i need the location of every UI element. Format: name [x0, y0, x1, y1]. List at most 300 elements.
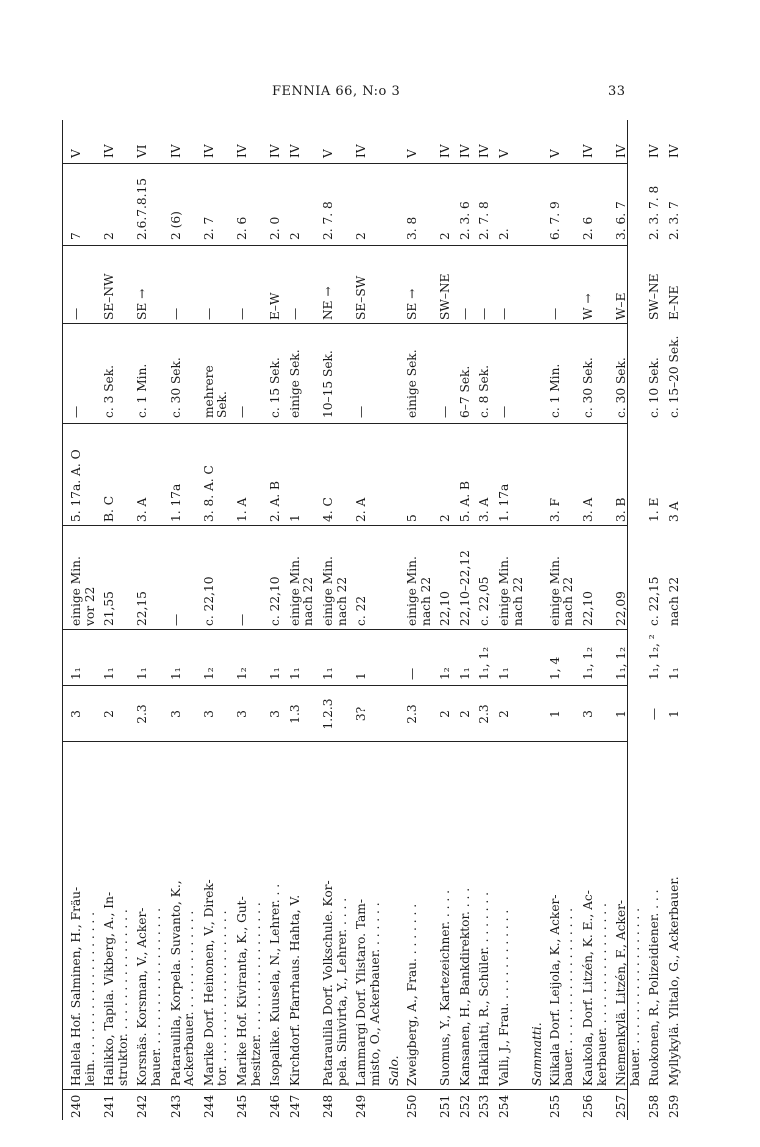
class-value	[269, 168, 283, 240]
location-observer-line: Marike Hof. Kiviranta, K., Gut-	[235, 896, 249, 1086]
direction-value	[478, 250, 492, 320]
type-value	[459, 632, 473, 680]
duration-value-line: c. 15–20 Sek.	[667, 335, 681, 418]
column-rule	[62, 685, 628, 686]
time-value-line: —	[235, 613, 249, 626]
source-value-line: B. C	[102, 495, 117, 522]
magnitude-value: V	[405, 149, 419, 158]
time-value	[668, 530, 682, 626]
direction-value-line: SW–NE	[438, 273, 453, 320]
column-rule	[62, 245, 628, 246]
duration-value-line: c. 15 Sek.	[268, 357, 283, 418]
class-value-line: 2. 7. 8	[477, 201, 492, 240]
time-value	[498, 530, 525, 626]
location-observer-line: misto, O., Ackerbauer. . . . . . .	[367, 902, 382, 1086]
type-value	[668, 632, 682, 680]
row-number: 257	[614, 1094, 629, 1118]
class-value	[668, 168, 682, 240]
location-observer-line: Isopalike. Kuusela, N., Lehrer. . .	[268, 883, 283, 1086]
duration-value	[668, 326, 682, 418]
duration-value	[289, 326, 303, 418]
source-value	[170, 432, 184, 522]
type-value	[70, 632, 84, 680]
duration-value-line: einige Sek.	[287, 349, 302, 418]
class-value-line: 3. 8	[405, 216, 419, 240]
direction-value-line: E–NE	[667, 285, 681, 320]
duration-value-line: c. 3 Sek.	[102, 364, 117, 418]
class-value	[478, 168, 492, 240]
source-value-line: 3. A	[581, 497, 595, 522]
direction-value-line: SE–NW	[102, 273, 117, 320]
observation-table	[62, 120, 681, 1120]
column-rule	[62, 1089, 628, 1090]
type-value-line: 1₁	[287, 667, 302, 680]
time-value-line: nach 22	[418, 576, 433, 626]
source-value	[406, 432, 420, 522]
type-value-line: 1₁	[497, 667, 511, 680]
time-value-line: vor 22	[82, 586, 97, 626]
duration-value	[549, 326, 563, 418]
direction-value	[582, 250, 596, 320]
class-value	[459, 168, 473, 240]
class-value-line: 2	[102, 232, 117, 240]
location-observer-line: Halikko, Tapila. Vikberg, A., In-	[102, 891, 117, 1086]
direction-value	[406, 250, 420, 320]
type-value	[322, 632, 336, 680]
type-value	[269, 632, 283, 680]
time-value-line: 22,09	[614, 591, 629, 626]
class-value-line: 2. 3. 7. 8	[647, 185, 662, 240]
type-value	[406, 632, 420, 680]
location-observer	[648, 746, 662, 1086]
duration-value-line: c. 1 Min.	[547, 363, 562, 418]
time-value-line: einige Min.	[69, 556, 83, 626]
class-value-line: 2. 7	[201, 216, 216, 240]
location-observer-line: Ackerbauer. . . . . . . . . . . . . .	[182, 910, 197, 1086]
duration-value	[70, 326, 84, 418]
class-value-line: 2. 3. 7	[667, 201, 681, 240]
time-value-line: c. 22,15	[647, 576, 662, 626]
location-observer	[236, 746, 263, 1086]
row-number: 244	[201, 1094, 216, 1118]
direction-value	[136, 250, 150, 320]
time-value	[236, 530, 250, 626]
page-header	[0, 84, 760, 104]
row-number: 241	[102, 1094, 117, 1118]
direction-value-line: W →	[581, 293, 595, 320]
intensity-value: 3	[201, 710, 216, 718]
duration-value-line: —	[354, 405, 369, 418]
location-observer	[70, 746, 97, 1086]
magnitude-value: V	[547, 149, 562, 158]
source-value	[203, 432, 217, 522]
source-value-line: 4. C	[321, 497, 335, 522]
duration-value	[615, 326, 629, 418]
intensity-value: 1.2.3	[321, 698, 335, 730]
source-value-line: 5. 17a. A. O	[69, 449, 83, 522]
type-value	[289, 632, 303, 680]
type-value	[236, 632, 250, 680]
time-value	[70, 530, 97, 626]
location-observer-line: Zweigberg, A., Frau. . . . . . . .	[405, 903, 419, 1086]
type-value	[498, 632, 512, 680]
intensity-value: 3	[235, 710, 249, 718]
source-value-line: 5. A. B	[457, 480, 472, 522]
row-number: 245	[235, 1094, 249, 1118]
column-rule	[62, 323, 628, 324]
time-value	[103, 530, 117, 626]
row-number: 246	[268, 1094, 283, 1118]
intensity-value: 1	[667, 710, 681, 718]
column-rule	[62, 629, 628, 630]
direction-value	[498, 250, 512, 320]
direction-value-line: —	[201, 307, 216, 320]
location-observer-line: struktor. . . . . . . . . . . . . . . . .	[115, 909, 130, 1086]
time-value-line: 22,10	[581, 591, 595, 626]
intensity-value: 2.3	[477, 704, 492, 724]
time-value	[355, 530, 369, 626]
direction-value	[103, 250, 117, 320]
region-heading: Sammatti.	[530, 1022, 545, 1086]
location-observer-line: Marike Dorf. Heinonen, V., Direk-	[201, 879, 216, 1086]
magnitude-value: IV	[614, 144, 629, 158]
time-value-line: nach 22	[334, 576, 349, 626]
source-value-line: 3. A	[477, 497, 492, 522]
page-number: 33	[608, 84, 626, 99]
source-value-line: 1	[287, 514, 302, 522]
class-value	[203, 168, 217, 240]
source-value	[498, 432, 512, 522]
source-value-line: 3. B	[614, 497, 629, 522]
class-value	[289, 168, 303, 240]
location-observer	[136, 746, 163, 1086]
type-value	[478, 632, 492, 680]
duration-value	[459, 326, 473, 418]
direction-value	[439, 250, 453, 320]
type-value-line: 1₂	[201, 667, 216, 680]
location-observer-line: Kiikala Dorf. Leijola, K., Acker-	[547, 894, 562, 1086]
duration-value	[439, 326, 453, 418]
direction-value-line: —	[477, 307, 492, 320]
location-observer	[406, 746, 420, 1086]
type-value-line: 1₁	[69, 667, 83, 680]
direction-value-line: SE–SW	[354, 275, 369, 320]
class-value	[136, 168, 150, 240]
intensity-value: 2	[438, 710, 453, 718]
magnitude-value: V	[69, 149, 83, 158]
row-number: 248	[321, 1094, 335, 1118]
location-observer	[459, 746, 473, 1086]
duration-value-line: c. 30 Sek.	[168, 357, 183, 418]
intensity-value: 3	[581, 710, 595, 718]
direction-value	[236, 250, 250, 320]
source-value-line: 5	[405, 514, 419, 522]
source-value	[668, 432, 682, 522]
location-observer-line: Myllykylä. Ylitalo, G., Ackerbauer.	[667, 876, 681, 1086]
type-value	[582, 632, 596, 680]
direction-value-line: E–W	[268, 292, 283, 320]
time-value-line: nach 22	[561, 576, 576, 626]
row-number: 255	[547, 1094, 562, 1118]
location-observer-line: tor. . . . . . . . . . . . . . . . . . . . .	[215, 910, 230, 1086]
type-value	[355, 632, 369, 680]
duration-value	[170, 326, 184, 418]
location-observer-line: Lammargi Dorf. Ylistaro. Tam-	[354, 899, 369, 1086]
direction-value	[549, 250, 563, 320]
source-value	[615, 432, 629, 522]
location-observer	[478, 746, 492, 1086]
magnitude-value: IV	[457, 144, 472, 158]
direction-value	[203, 250, 217, 320]
time-value	[269, 530, 283, 626]
intensity-value: 2.3	[405, 704, 419, 724]
source-value-line: 3. 8. A. C	[201, 465, 216, 522]
time-value-line: 22,10–22,12	[457, 550, 472, 626]
duration-value	[648, 326, 662, 418]
duration-value-line: 10–15 Sek.	[321, 350, 335, 418]
magnitude-value: V	[321, 149, 335, 158]
direction-value	[269, 250, 283, 320]
duration-value	[236, 326, 250, 418]
type-value-line: 1₁	[457, 667, 472, 680]
direction-value-line: —	[168, 307, 183, 320]
time-value-line: 22,10	[438, 591, 453, 626]
intensity-value: 2	[457, 710, 472, 718]
location-observer	[203, 746, 230, 1086]
time-value	[203, 530, 217, 626]
class-value	[615, 168, 629, 240]
source-value	[70, 432, 84, 522]
class-value-line: 2.6.7.8.15	[135, 177, 150, 240]
duration-value-line: mehrere	[201, 365, 216, 418]
time-value-line: nach 22	[301, 576, 316, 626]
source-value-line: 1. A	[235, 497, 249, 522]
location-observer	[549, 746, 576, 1086]
duration-value-line: einige Sek.	[405, 349, 419, 418]
direction-value-line: SW–NE	[647, 273, 662, 320]
direction-value-line: —	[69, 307, 83, 320]
row-number: 253	[477, 1094, 492, 1118]
column-rule	[62, 741, 628, 742]
source-value	[136, 432, 150, 522]
class-value-line: 2. 0	[268, 216, 283, 240]
source-value	[459, 432, 473, 522]
source-value-line: 2. A	[354, 497, 369, 522]
intensity-value: 2	[102, 710, 117, 718]
duration-value-line: c. 8 Sek.	[477, 364, 492, 418]
type-value-line: 1₁, 1₂	[477, 646, 492, 680]
time-value	[322, 530, 349, 626]
intensity-value: 1	[614, 710, 629, 718]
row-number: 259	[667, 1094, 681, 1118]
location-observer	[269, 746, 283, 1086]
time-value	[549, 530, 576, 626]
magnitude-value: IV	[581, 144, 595, 158]
time-value	[136, 530, 150, 626]
source-value-line: 2	[438, 514, 453, 522]
direction-value	[459, 250, 473, 320]
time-value-line: c. 22,05	[477, 576, 492, 626]
direction-value	[615, 250, 629, 320]
duration-value	[269, 326, 283, 418]
type-value-line: 1₁	[135, 667, 150, 680]
type-value-line: 1₁	[102, 667, 117, 680]
time-value	[459, 530, 473, 626]
time-value-line: c. 22	[354, 595, 369, 626]
location-observer-line: Suomus, Y., Kartezeichner. . . . .	[438, 890, 453, 1086]
type-value-line: 1₁	[321, 667, 335, 680]
location-observer	[498, 746, 512, 1086]
intensity-value: —	[647, 707, 662, 721]
type-value-line: 1, 4	[547, 656, 562, 680]
duration-value	[136, 326, 150, 418]
duration-value	[322, 326, 336, 418]
duration-value-line: —	[497, 405, 511, 418]
magnitude-value: VI	[135, 144, 150, 158]
location-observer-line: pela. Sinivirta, Y., Lehrer. . . . .	[334, 897, 349, 1086]
duration-value-line: —	[235, 405, 249, 418]
location-observer	[170, 746, 197, 1086]
duration-value	[203, 326, 230, 418]
source-value	[322, 432, 336, 522]
intensity-value: 2.3	[135, 704, 150, 724]
location-observer-line: Halkilahti, R., Schüler. . . . . . . .	[477, 891, 492, 1086]
class-value	[103, 168, 117, 240]
type-value-line: —	[405, 667, 419, 680]
location-observer-line: Kirchdorf. Pfarrhaus. Hahta, V.	[287, 894, 302, 1086]
location-observer	[322, 746, 349, 1086]
type-value-line: 1	[354, 672, 369, 680]
duration-value-line: c. 10 Sek.	[647, 357, 662, 418]
location-observer-line: lein. . . . . . . . . . . . . . . . . . . .	[82, 912, 97, 1086]
row-number: 249	[354, 1094, 369, 1118]
table-rotated-wrapper	[62, 120, 681, 1120]
direction-value-line: SE →	[135, 288, 150, 320]
column-rule	[62, 423, 628, 424]
class-value-line: 3. 6. 7	[614, 201, 629, 240]
class-value	[170, 168, 184, 240]
magnitude-value: V	[497, 149, 511, 158]
class-value-line: 2.	[497, 228, 511, 240]
direction-value-line: —	[497, 307, 511, 320]
class-value	[355, 168, 369, 240]
type-value	[439, 632, 453, 680]
source-value	[478, 432, 492, 522]
source-value	[549, 432, 563, 522]
duration-value-line: —	[438, 405, 453, 418]
class-value-line: 7	[69, 232, 83, 240]
type-value-line: 1₁, 1₂	[581, 646, 595, 680]
location-observer-line: Kaukola, Dorf. Litzén, K. E., Ac-	[581, 890, 595, 1086]
source-value-line: 1. E	[647, 497, 662, 522]
intensity-value: 3	[168, 710, 183, 718]
class-value-line: 2 (6)	[168, 211, 183, 240]
magnitude-value: IV	[235, 144, 249, 158]
class-value-line: 6. 7. 9	[547, 201, 562, 240]
source-value	[269, 432, 283, 522]
magnitude-value: IV	[477, 144, 492, 158]
table-top-rule	[62, 120, 63, 1120]
location-observer-line: bauer. . . . . . . . . . . . . . . . . . .	[561, 908, 576, 1086]
intensity-value: 1.3	[287, 704, 302, 724]
duration-value	[406, 326, 420, 418]
class-value-line: 2. 6	[235, 216, 249, 240]
type-value-line: 1₁	[168, 667, 183, 680]
region-heading: Salo.	[387, 1055, 402, 1086]
class-value	[70, 168, 84, 240]
type-value	[203, 632, 217, 680]
row-number: 250	[405, 1094, 419, 1118]
class-value	[582, 168, 596, 240]
location-observer-line: Pataraulila Dorf. Volkschule. Kor-	[321, 880, 335, 1086]
magnitude-value: IV	[647, 144, 662, 158]
time-value-line: c. 22,10	[268, 576, 283, 626]
type-value	[136, 632, 150, 680]
magnitude-value: IV	[102, 144, 117, 158]
location-observer	[103, 746, 130, 1086]
row-number: 242	[135, 1094, 150, 1118]
duration-value-line: Sek.	[215, 391, 230, 418]
column-rule	[62, 163, 628, 164]
duration-value	[582, 326, 596, 418]
duration-value	[478, 326, 492, 418]
direction-value	[170, 250, 184, 320]
time-value-line: 21,55	[102, 591, 117, 626]
type-value	[170, 632, 184, 680]
class-value-line: 2. 6	[581, 216, 595, 240]
magnitude-value: IV	[201, 144, 216, 158]
direction-value	[322, 250, 336, 320]
class-value	[439, 168, 453, 240]
direction-value	[70, 250, 84, 320]
source-value-line: 1. 17a	[168, 483, 183, 522]
magnitude-value: IV	[287, 144, 302, 158]
location-observer-line: kerbauer. . . . . . . . . . . . . . . . .	[594, 903, 609, 1086]
location-observer	[668, 746, 682, 1086]
type-value	[615, 632, 629, 680]
location-observer-line: bauer. . . . . . . . . . . . . . . . . . .	[627, 908, 642, 1086]
source-value-line: 1. 17a	[497, 483, 511, 522]
type-value-line: 1₁	[268, 667, 283, 680]
intensity-value: 3	[69, 710, 83, 718]
class-value-line: 2. 7. 8	[321, 201, 335, 240]
row-number: 251	[438, 1094, 453, 1118]
source-value-line: 3. F	[547, 498, 562, 522]
time-value-line: einige Min.	[287, 556, 302, 626]
row-number: 247	[287, 1094, 302, 1118]
time-value-line: 22,15	[135, 591, 150, 626]
class-value	[236, 168, 250, 240]
location-observer	[615, 746, 642, 1086]
class-value	[648, 168, 662, 240]
type-value-line: 1₁	[667, 667, 681, 680]
location-observer	[355, 746, 382, 1086]
location-observer-line: Niemenkylä. Litzén, F., Acker-	[614, 899, 629, 1086]
intensity-value: 2	[497, 710, 511, 718]
magnitude-value: IV	[268, 144, 283, 158]
direction-value	[648, 250, 662, 320]
direction-value-line: W–E	[614, 292, 629, 320]
time-value-line: einige Min.	[321, 556, 335, 626]
source-value	[355, 432, 369, 522]
type-value-line: 1₁, 1₂	[614, 646, 629, 680]
type-value	[103, 632, 117, 680]
row-number: 254	[497, 1094, 511, 1118]
location-observer-line: Kansanen, H., Bankdirektor. . . .	[457, 887, 472, 1086]
duration-value-line: 6–7 Sek.	[457, 365, 472, 418]
row-number: 243	[168, 1094, 183, 1118]
location-observer-line: Valli, J., Frau. . . . . . . . . . . . .	[497, 909, 511, 1086]
